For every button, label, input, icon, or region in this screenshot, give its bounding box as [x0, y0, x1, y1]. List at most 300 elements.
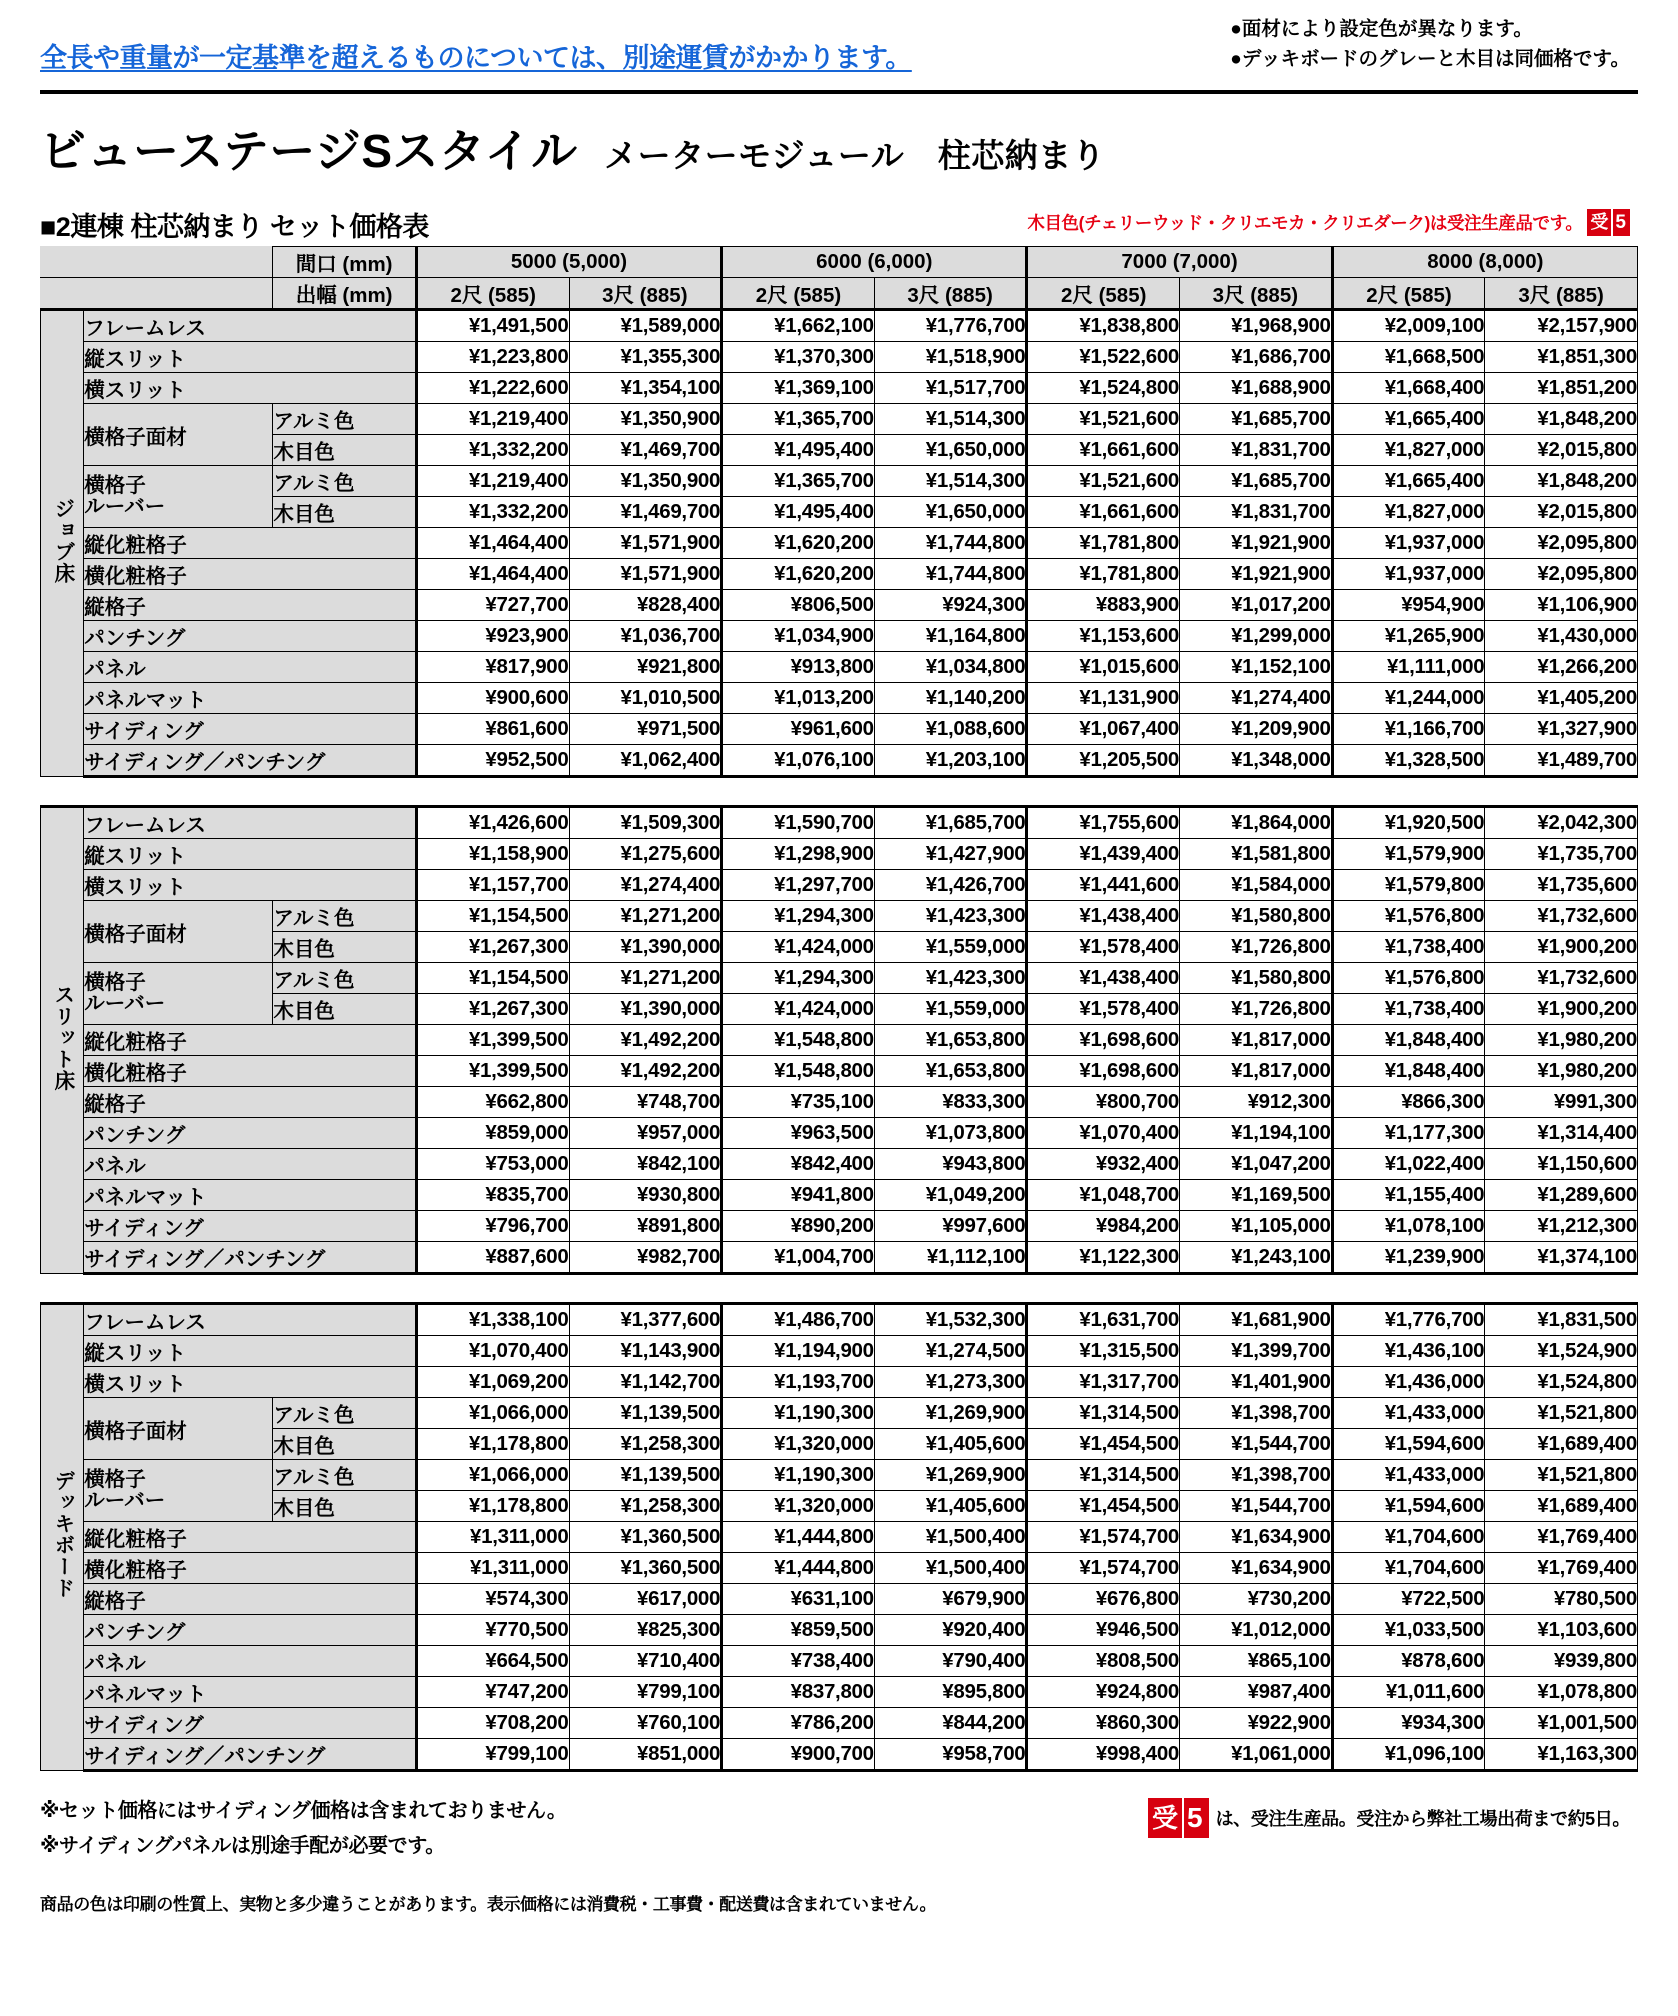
- row-label: 横格子面材: [84, 404, 273, 466]
- row-label: 縦化粧格子: [84, 528, 417, 559]
- row-label: 縦格子: [84, 1584, 417, 1615]
- price-cell: ¥1,311,000: [416, 1522, 569, 1553]
- row-label-line: ルーバー: [84, 494, 166, 518]
- title-sub: メーターモジュール 柱芯納まり: [604, 137, 1106, 174]
- table-row: [41, 497, 1638, 528]
- header-corner-2: [41, 278, 273, 310]
- price-cell: ¥1,294,300: [722, 963, 875, 994]
- table-row: [41, 1584, 1638, 1615]
- price-cell: ¥722,500: [1332, 1584, 1485, 1615]
- price-cell: ¥1,491,500: [416, 310, 569, 342]
- price-cell: ¥1,579,800: [1332, 870, 1485, 901]
- price-cell: ¥1,142,700: [569, 1367, 722, 1398]
- price-cell: ¥1,194,100: [1180, 1118, 1333, 1149]
- price-cell: ¥1,131,900: [1027, 683, 1180, 714]
- price-cell: ¥1,062,400: [569, 745, 722, 777]
- price-cell: ¥912,300: [1180, 1087, 1333, 1118]
- price-cell: ¥1,405,200: [1485, 683, 1638, 714]
- price-cell: ¥1,103,600: [1485, 1615, 1638, 1646]
- price-cell: ¥1,848,200: [1485, 466, 1638, 497]
- row-sublabel: 木目色: [273, 932, 417, 963]
- price-cell: ¥971,500: [569, 714, 722, 745]
- header-depth-7000-2: 2尺 (585): [1027, 278, 1180, 310]
- price-cell: ¥1,514,300: [874, 466, 1027, 497]
- price-cell: ¥1,399,500: [416, 1025, 569, 1056]
- row-label-line: 横格子: [84, 473, 146, 497]
- price-cell: ¥1,548,800: [722, 1056, 875, 1087]
- price-cell: ¥1,517,700: [874, 373, 1027, 404]
- price-cell: ¥1,139,500: [569, 1460, 722, 1491]
- price-cell: ¥1,469,700: [569, 497, 722, 528]
- row-sublabel: 木目色: [273, 1491, 417, 1522]
- row-label: サイディング: [84, 714, 417, 745]
- row-label: フレームレス: [84, 807, 417, 839]
- section-group-label: [41, 1304, 84, 1771]
- price-cell: ¥1,544,700: [1180, 1429, 1333, 1460]
- footer-badge-number: 5: [1182, 1798, 1209, 1838]
- price-cell: ¥1,620,200: [722, 528, 875, 559]
- price-cell: ¥1,314,400: [1485, 1118, 1638, 1149]
- price-cell: ¥1,441,600: [1027, 870, 1180, 901]
- price-cell: ¥1,317,700: [1027, 1367, 1180, 1398]
- table-row: [41, 839, 1638, 870]
- footer-small-note: 商品の色は印刷の性質上、実物と多少違うことがあります。表示価格には消費税・工事費・配送費は含まれていません。: [40, 1895, 937, 1914]
- table-row: [41, 1025, 1638, 1056]
- price-cell: ¥851,000: [569, 1739, 722, 1771]
- row-sublabel: アルミ色: [273, 1460, 417, 1491]
- table-row: [41, 435, 1638, 466]
- price-cell: ¥861,600: [416, 714, 569, 745]
- section-gap: [41, 1274, 1638, 1304]
- made-to-order-notice: [1027, 209, 1630, 236]
- price-cell: ¥1,500,400: [874, 1522, 1027, 1553]
- price-cell: ¥786,200: [722, 1708, 875, 1739]
- table-row: [41, 1056, 1638, 1087]
- price-cell: ¥1,578,400: [1027, 932, 1180, 963]
- price-cell: ¥1,332,200: [416, 497, 569, 528]
- row-label: パンチング: [84, 1118, 417, 1149]
- row-label: サイディング／パンチング: [84, 1242, 417, 1274]
- table-row: [41, 1398, 1638, 1429]
- price-cell: ¥1,444,800: [722, 1522, 875, 1553]
- price-cell: ¥1,271,200: [569, 963, 722, 994]
- price-cell: ¥1,438,400: [1027, 963, 1180, 994]
- price-cell: ¥837,800: [722, 1677, 875, 1708]
- price-cell: ¥1,851,300: [1485, 342, 1638, 373]
- price-cell: ¥1,078,800: [1485, 1677, 1638, 1708]
- freight-notice: 全長や重量が一定基準を超えるものについては、別途運賃がかかります。: [40, 43, 912, 73]
- price-cell: ¥1,735,700: [1485, 839, 1638, 870]
- price-cell: ¥1,048,700: [1027, 1180, 1180, 1211]
- row-label: [84, 963, 273, 1025]
- price-cell: ¥806,500: [722, 590, 875, 621]
- price-cell: ¥1,105,000: [1180, 1211, 1333, 1242]
- price-cell: ¥1,423,300: [874, 901, 1027, 932]
- price-cell: ¥1,212,300: [1485, 1211, 1638, 1242]
- section-group-text: ジョブ床: [50, 497, 74, 584]
- header-row-width: [41, 247, 1638, 278]
- row-label: サイディング: [84, 1708, 417, 1739]
- price-cell: ¥1,088,600: [874, 714, 1027, 745]
- row-label: フレームレス: [84, 310, 417, 342]
- price-cell: ¥1,157,700: [416, 870, 569, 901]
- price-cell: ¥1,017,200: [1180, 590, 1333, 621]
- table-row: [41, 1615, 1638, 1646]
- row-sublabel: アルミ色: [273, 963, 417, 994]
- price-cell: ¥1,937,000: [1332, 559, 1485, 590]
- row-sublabel: アルミ色: [273, 1398, 417, 1429]
- row-sublabel: 木目色: [273, 435, 417, 466]
- price-cell: ¥1,222,600: [416, 373, 569, 404]
- price-cell: ¥997,600: [874, 1211, 1027, 1242]
- row-label-line: 横格子: [84, 970, 146, 994]
- section-group-text: スリット床: [50, 983, 74, 1092]
- price-cell: ¥842,400: [722, 1149, 875, 1180]
- row-sublabel: 木目色: [273, 994, 417, 1025]
- price-cell: ¥922,900: [1180, 1708, 1333, 1739]
- price-cell: ¥1,732,600: [1485, 963, 1638, 994]
- row-label: パネルマット: [84, 1180, 417, 1211]
- table-row: [41, 1677, 1638, 1708]
- price-cell: ¥1,328,500: [1332, 745, 1485, 777]
- price-cell: ¥1,851,200: [1485, 373, 1638, 404]
- price-cell: ¥1,015,600: [1027, 652, 1180, 683]
- header-depth-5000-3: 3尺 (885): [569, 278, 722, 310]
- price-cell: ¥859,000: [416, 1118, 569, 1149]
- price-cell: ¥1,067,400: [1027, 714, 1180, 745]
- price-cell: ¥1,163,300: [1485, 1739, 1638, 1771]
- row-label: サイディング／パンチング: [84, 745, 417, 777]
- row-label: 横スリット: [84, 373, 417, 404]
- header-width-5000: 5000 (5,000): [416, 247, 721, 278]
- price-cell: ¥1,365,700: [722, 466, 875, 497]
- price-cell: ¥748,700: [569, 1087, 722, 1118]
- section-gap-cell: [41, 777, 1638, 807]
- top-notice-bar: [40, 0, 1638, 86]
- table-row: [41, 1491, 1638, 1522]
- row-sublabel: 木目色: [273, 497, 417, 528]
- table-row: [41, 466, 1638, 497]
- price-cell: ¥961,600: [722, 714, 875, 745]
- price-cell: ¥1,848,200: [1485, 404, 1638, 435]
- price-cell: ¥1,495,400: [722, 497, 875, 528]
- price-cell: ¥1,390,000: [569, 994, 722, 1025]
- header-depth-6000-2: 2尺 (585): [722, 278, 875, 310]
- table-row: [41, 714, 1638, 745]
- price-cell: ¥1,668,500: [1332, 342, 1485, 373]
- price-cell: ¥1,521,600: [1027, 404, 1180, 435]
- row-label: 縦スリット: [84, 342, 417, 373]
- price-cell: ¥1,112,100: [874, 1242, 1027, 1274]
- price-cell: ¥1,034,900: [722, 621, 875, 652]
- price-cell: ¥1,827,000: [1332, 497, 1485, 528]
- price-cell: ¥1,036,700: [569, 621, 722, 652]
- section-gap: [41, 777, 1638, 807]
- header-divider: [40, 90, 1638, 94]
- price-cell: ¥957,000: [569, 1118, 722, 1149]
- row-label: 横化粧格子: [84, 1056, 417, 1087]
- price-cell: ¥1,532,300: [874, 1304, 1027, 1336]
- price-cell: ¥1,193,700: [722, 1367, 875, 1398]
- price-cell: ¥1,096,100: [1332, 1739, 1485, 1771]
- table-row: [41, 1304, 1638, 1336]
- row-label: 縦格子: [84, 590, 417, 621]
- row-label: 横スリット: [84, 1367, 417, 1398]
- price-cell: ¥1,399,700: [1180, 1336, 1333, 1367]
- row-label: フレームレス: [84, 1304, 417, 1336]
- price-cell: ¥2,042,300: [1485, 807, 1638, 839]
- price-cell: ¥1,817,000: [1180, 1025, 1333, 1056]
- price-cell: ¥1,243,100: [1180, 1242, 1333, 1274]
- price-cell: ¥1,012,000: [1180, 1615, 1333, 1646]
- table-row: [41, 1118, 1638, 1149]
- price-cell: ¥1,066,000: [416, 1460, 569, 1491]
- table-row: [41, 1460, 1638, 1491]
- badge-number: 5: [1611, 209, 1630, 236]
- price-cell: ¥1,298,900: [722, 839, 875, 870]
- price-cell: ¥1,980,200: [1485, 1056, 1638, 1087]
- price-cell: ¥1,653,800: [874, 1056, 1027, 1087]
- title-main: ビューステージSスタイル: [40, 125, 578, 177]
- table-row: [41, 1646, 1638, 1677]
- price-cell: ¥1,438,400: [1027, 901, 1180, 932]
- price-cell: ¥1,122,300: [1027, 1242, 1180, 1274]
- row-label-line: ルーバー: [84, 1488, 166, 1512]
- table-row: [41, 590, 1638, 621]
- price-cell: ¥1,686,700: [1180, 342, 1333, 373]
- price-cell: ¥1,001,500: [1485, 1708, 1638, 1739]
- price-cell: ¥1,365,700: [722, 404, 875, 435]
- price-cell: ¥1,521,800: [1485, 1398, 1638, 1429]
- price-cell: ¥1,522,600: [1027, 342, 1180, 373]
- price-cell: ¥1,315,500: [1027, 1336, 1180, 1367]
- price-cell: ¥1,314,500: [1027, 1460, 1180, 1491]
- price-cell: ¥1,574,700: [1027, 1553, 1180, 1584]
- table-row: [41, 1429, 1638, 1460]
- price-cell: ¥1,726,800: [1180, 994, 1333, 1025]
- price-cell: ¥1,921,900: [1180, 528, 1333, 559]
- price-cell: ¥1,203,100: [874, 745, 1027, 777]
- price-cell: ¥946,500: [1027, 1615, 1180, 1646]
- price-cell: ¥1,348,000: [1180, 745, 1333, 777]
- price-cell: ¥1,454,500: [1027, 1429, 1180, 1460]
- header-depth-8000-3: 3尺 (885): [1485, 278, 1638, 310]
- price-cell: ¥1,900,200: [1485, 932, 1638, 963]
- price-cell: ¥1,078,100: [1332, 1211, 1485, 1242]
- price-cell: ¥1,665,400: [1332, 466, 1485, 497]
- price-cell: ¥1,454,500: [1027, 1491, 1180, 1522]
- price-cell: ¥2,015,800: [1485, 497, 1638, 528]
- price-cell: ¥1,571,900: [569, 528, 722, 559]
- row-label: 横化粧格子: [84, 1553, 417, 1584]
- header-depth-5000-2: 2尺 (585): [416, 278, 569, 310]
- row-label: サイディング: [84, 1211, 417, 1242]
- header-depth-8000-2: 2尺 (585): [1332, 278, 1485, 310]
- price-cell: ¥1,430,000: [1485, 621, 1638, 652]
- price-cell: ¥1,492,200: [569, 1025, 722, 1056]
- price-cell: ¥1,194,900: [722, 1336, 875, 1367]
- price-cell: ¥1,937,000: [1332, 528, 1485, 559]
- table-row: [41, 1708, 1638, 1739]
- price-cell: ¥1,781,800: [1027, 559, 1180, 590]
- price-cell: ¥1,274,500: [874, 1336, 1027, 1367]
- row-sublabel: アルミ色: [273, 901, 417, 932]
- price-cell: ¥887,600: [416, 1242, 569, 1274]
- price-cell: ¥1,469,700: [569, 435, 722, 466]
- price-cell: ¥1,150,600: [1485, 1149, 1638, 1180]
- price-cell: ¥1,738,400: [1332, 932, 1485, 963]
- table-row: [41, 373, 1638, 404]
- price-cell: ¥866,300: [1332, 1087, 1485, 1118]
- price-cell: ¥1,106,900: [1485, 590, 1638, 621]
- price-cell: ¥1,755,600: [1027, 807, 1180, 839]
- price-cell: ¥808,500: [1027, 1646, 1180, 1677]
- price-cell: ¥1,069,200: [416, 1367, 569, 1398]
- price-cell: ¥883,900: [1027, 590, 1180, 621]
- price-cell: ¥1,049,200: [874, 1180, 1027, 1211]
- price-cell: ¥1,354,100: [569, 373, 722, 404]
- price-cell: ¥1,980,200: [1485, 1025, 1638, 1056]
- price-cell: ¥727,700: [416, 590, 569, 621]
- price-cell: ¥1,921,900: [1180, 559, 1333, 590]
- price-cell: ¥943,800: [874, 1149, 1027, 1180]
- price-cell: ¥1,398,700: [1180, 1398, 1333, 1429]
- header-corner: [41, 247, 273, 278]
- price-cell: ¥1,405,600: [874, 1429, 1027, 1460]
- table-row: [41, 807, 1638, 839]
- price-cell: ¥932,400: [1027, 1149, 1180, 1180]
- price-cell: ¥1,013,200: [722, 683, 875, 714]
- section-group-label: [41, 807, 84, 1274]
- price-cell: ¥1,665,400: [1332, 404, 1485, 435]
- table-row: [41, 404, 1638, 435]
- price-cell: ¥1,022,400: [1332, 1149, 1485, 1180]
- price-cell: ¥1,521,800: [1485, 1460, 1638, 1491]
- row-label: 横格子面材: [84, 1398, 273, 1460]
- price-cell: ¥1,776,700: [1332, 1304, 1485, 1336]
- section-group-label: [41, 310, 84, 777]
- price-table-header: [41, 247, 1638, 310]
- price-cell: ¥982,700: [569, 1242, 722, 1274]
- footer-note-1: ※セット価格にはサイディング価格は含まれておりません。: [40, 1800, 567, 1822]
- price-cell: ¥1,594,600: [1332, 1429, 1485, 1460]
- price-cell: ¥676,800: [1027, 1584, 1180, 1615]
- table-row: [41, 932, 1638, 963]
- price-cell: ¥1,634,900: [1180, 1553, 1333, 1584]
- price-cell: ¥921,800: [569, 652, 722, 683]
- price-cell: ¥1,004,700: [722, 1242, 875, 1274]
- price-cell: ¥1,390,000: [569, 932, 722, 963]
- price-cell: ¥1,166,700: [1332, 714, 1485, 745]
- row-label: [84, 1460, 273, 1522]
- price-cell: ¥930,800: [569, 1180, 722, 1211]
- page-title: [40, 115, 1638, 181]
- price-cell: ¥1,258,300: [569, 1429, 722, 1460]
- price-cell: ¥895,800: [874, 1677, 1027, 1708]
- price-cell: ¥710,400: [569, 1646, 722, 1677]
- bullet-note-2: ●デッキボードのグレーと木目は同価格です。: [1230, 48, 1630, 71]
- price-cell: ¥1,139,500: [569, 1398, 722, 1429]
- price-cell: ¥1,073,800: [874, 1118, 1027, 1149]
- price-cell: ¥1,831,500: [1485, 1304, 1638, 1336]
- price-cell: ¥1,559,000: [874, 932, 1027, 963]
- table-row: [41, 342, 1638, 373]
- price-cell: ¥923,900: [416, 621, 569, 652]
- row-label-line: 横格子: [84, 1467, 146, 1491]
- price-cell: ¥2,095,800: [1485, 559, 1638, 590]
- price-cell: ¥1,267,300: [416, 932, 569, 963]
- price-cell: ¥1,265,900: [1332, 621, 1485, 652]
- header-depth-7000-3: 3尺 (885): [1180, 278, 1333, 310]
- price-cell: ¥1,076,100: [722, 745, 875, 777]
- price-cell: ¥1,726,800: [1180, 932, 1333, 963]
- price-cell: ¥1,650,000: [874, 497, 1027, 528]
- price-cell: ¥1,320,000: [722, 1491, 875, 1522]
- price-cell: ¥991,300: [1485, 1087, 1638, 1118]
- price-cell: ¥913,800: [722, 652, 875, 683]
- price-cell: ¥1,360,500: [569, 1553, 722, 1584]
- price-cell: ¥920,400: [874, 1615, 1027, 1646]
- price-cell: ¥1,350,900: [569, 404, 722, 435]
- price-cell: ¥952,500: [416, 745, 569, 777]
- price-cell: ¥1,492,200: [569, 1056, 722, 1087]
- price-cell: ¥1,140,200: [874, 683, 1027, 714]
- price-cell: ¥1,579,900: [1332, 839, 1485, 870]
- price-cell: ¥1,831,700: [1180, 435, 1333, 466]
- price-cell: ¥865,100: [1180, 1646, 1333, 1677]
- footer-badge-text: は、受注生産品。受注から弊社工場出荷まで約5日。: [1215, 1809, 1630, 1829]
- price-cell: ¥878,600: [1332, 1646, 1485, 1677]
- price-cell: ¥1,544,700: [1180, 1491, 1333, 1522]
- price-cell: ¥1,297,700: [722, 870, 875, 901]
- price-cell: ¥1,274,400: [1180, 683, 1333, 714]
- price-cell: ¥2,095,800: [1485, 528, 1638, 559]
- table-row: [41, 652, 1638, 683]
- header-width-7000: 7000 (7,000): [1027, 247, 1332, 278]
- price-cell: ¥1,698,600: [1027, 1056, 1180, 1087]
- price-cell: ¥1,338,100: [416, 1304, 569, 1336]
- price-cell: ¥1,576,800: [1332, 901, 1485, 932]
- table-row: [41, 870, 1638, 901]
- price-cell: ¥1,332,200: [416, 435, 569, 466]
- price-cell: ¥1,154,500: [416, 901, 569, 932]
- price-cell: ¥1,685,700: [1180, 466, 1333, 497]
- table-row: [41, 683, 1638, 714]
- price-cell: ¥924,300: [874, 590, 1027, 621]
- price-cell: ¥730,200: [1180, 1584, 1333, 1615]
- made-to-order-text: 木目色(チェリーウッド・クリエモカ・クリエダーク)は受注生産品です。: [1027, 213, 1583, 233]
- price-cell: ¥1,269,900: [874, 1460, 1027, 1491]
- price-cell: ¥1,424,000: [722, 994, 875, 1025]
- price-cell: ¥1,294,300: [722, 901, 875, 932]
- price-cell: ¥1,744,800: [874, 559, 1027, 590]
- price-cell: ¥1,735,600: [1485, 870, 1638, 901]
- price-cell: ¥747,200: [416, 1677, 569, 1708]
- row-label: パネル: [84, 1149, 417, 1180]
- price-cell: ¥1,524,900: [1485, 1336, 1638, 1367]
- table-caption: ■2連棟 柱芯納まり セット価格表: [40, 212, 429, 242]
- price-table: [40, 246, 1638, 1772]
- price-cell: ¥1,704,600: [1332, 1553, 1485, 1584]
- row-sublabel: 木目色: [273, 1429, 417, 1460]
- price-cell: ¥1,584,000: [1180, 870, 1333, 901]
- price-cell: ¥844,200: [874, 1708, 1027, 1739]
- row-label: 横格子面材: [84, 901, 273, 963]
- price-cell: ¥1,190,300: [722, 1398, 875, 1429]
- row-label: サイディング／パンチング: [84, 1739, 417, 1771]
- table-row: [41, 1180, 1638, 1211]
- price-cell: ¥1,070,400: [1027, 1118, 1180, 1149]
